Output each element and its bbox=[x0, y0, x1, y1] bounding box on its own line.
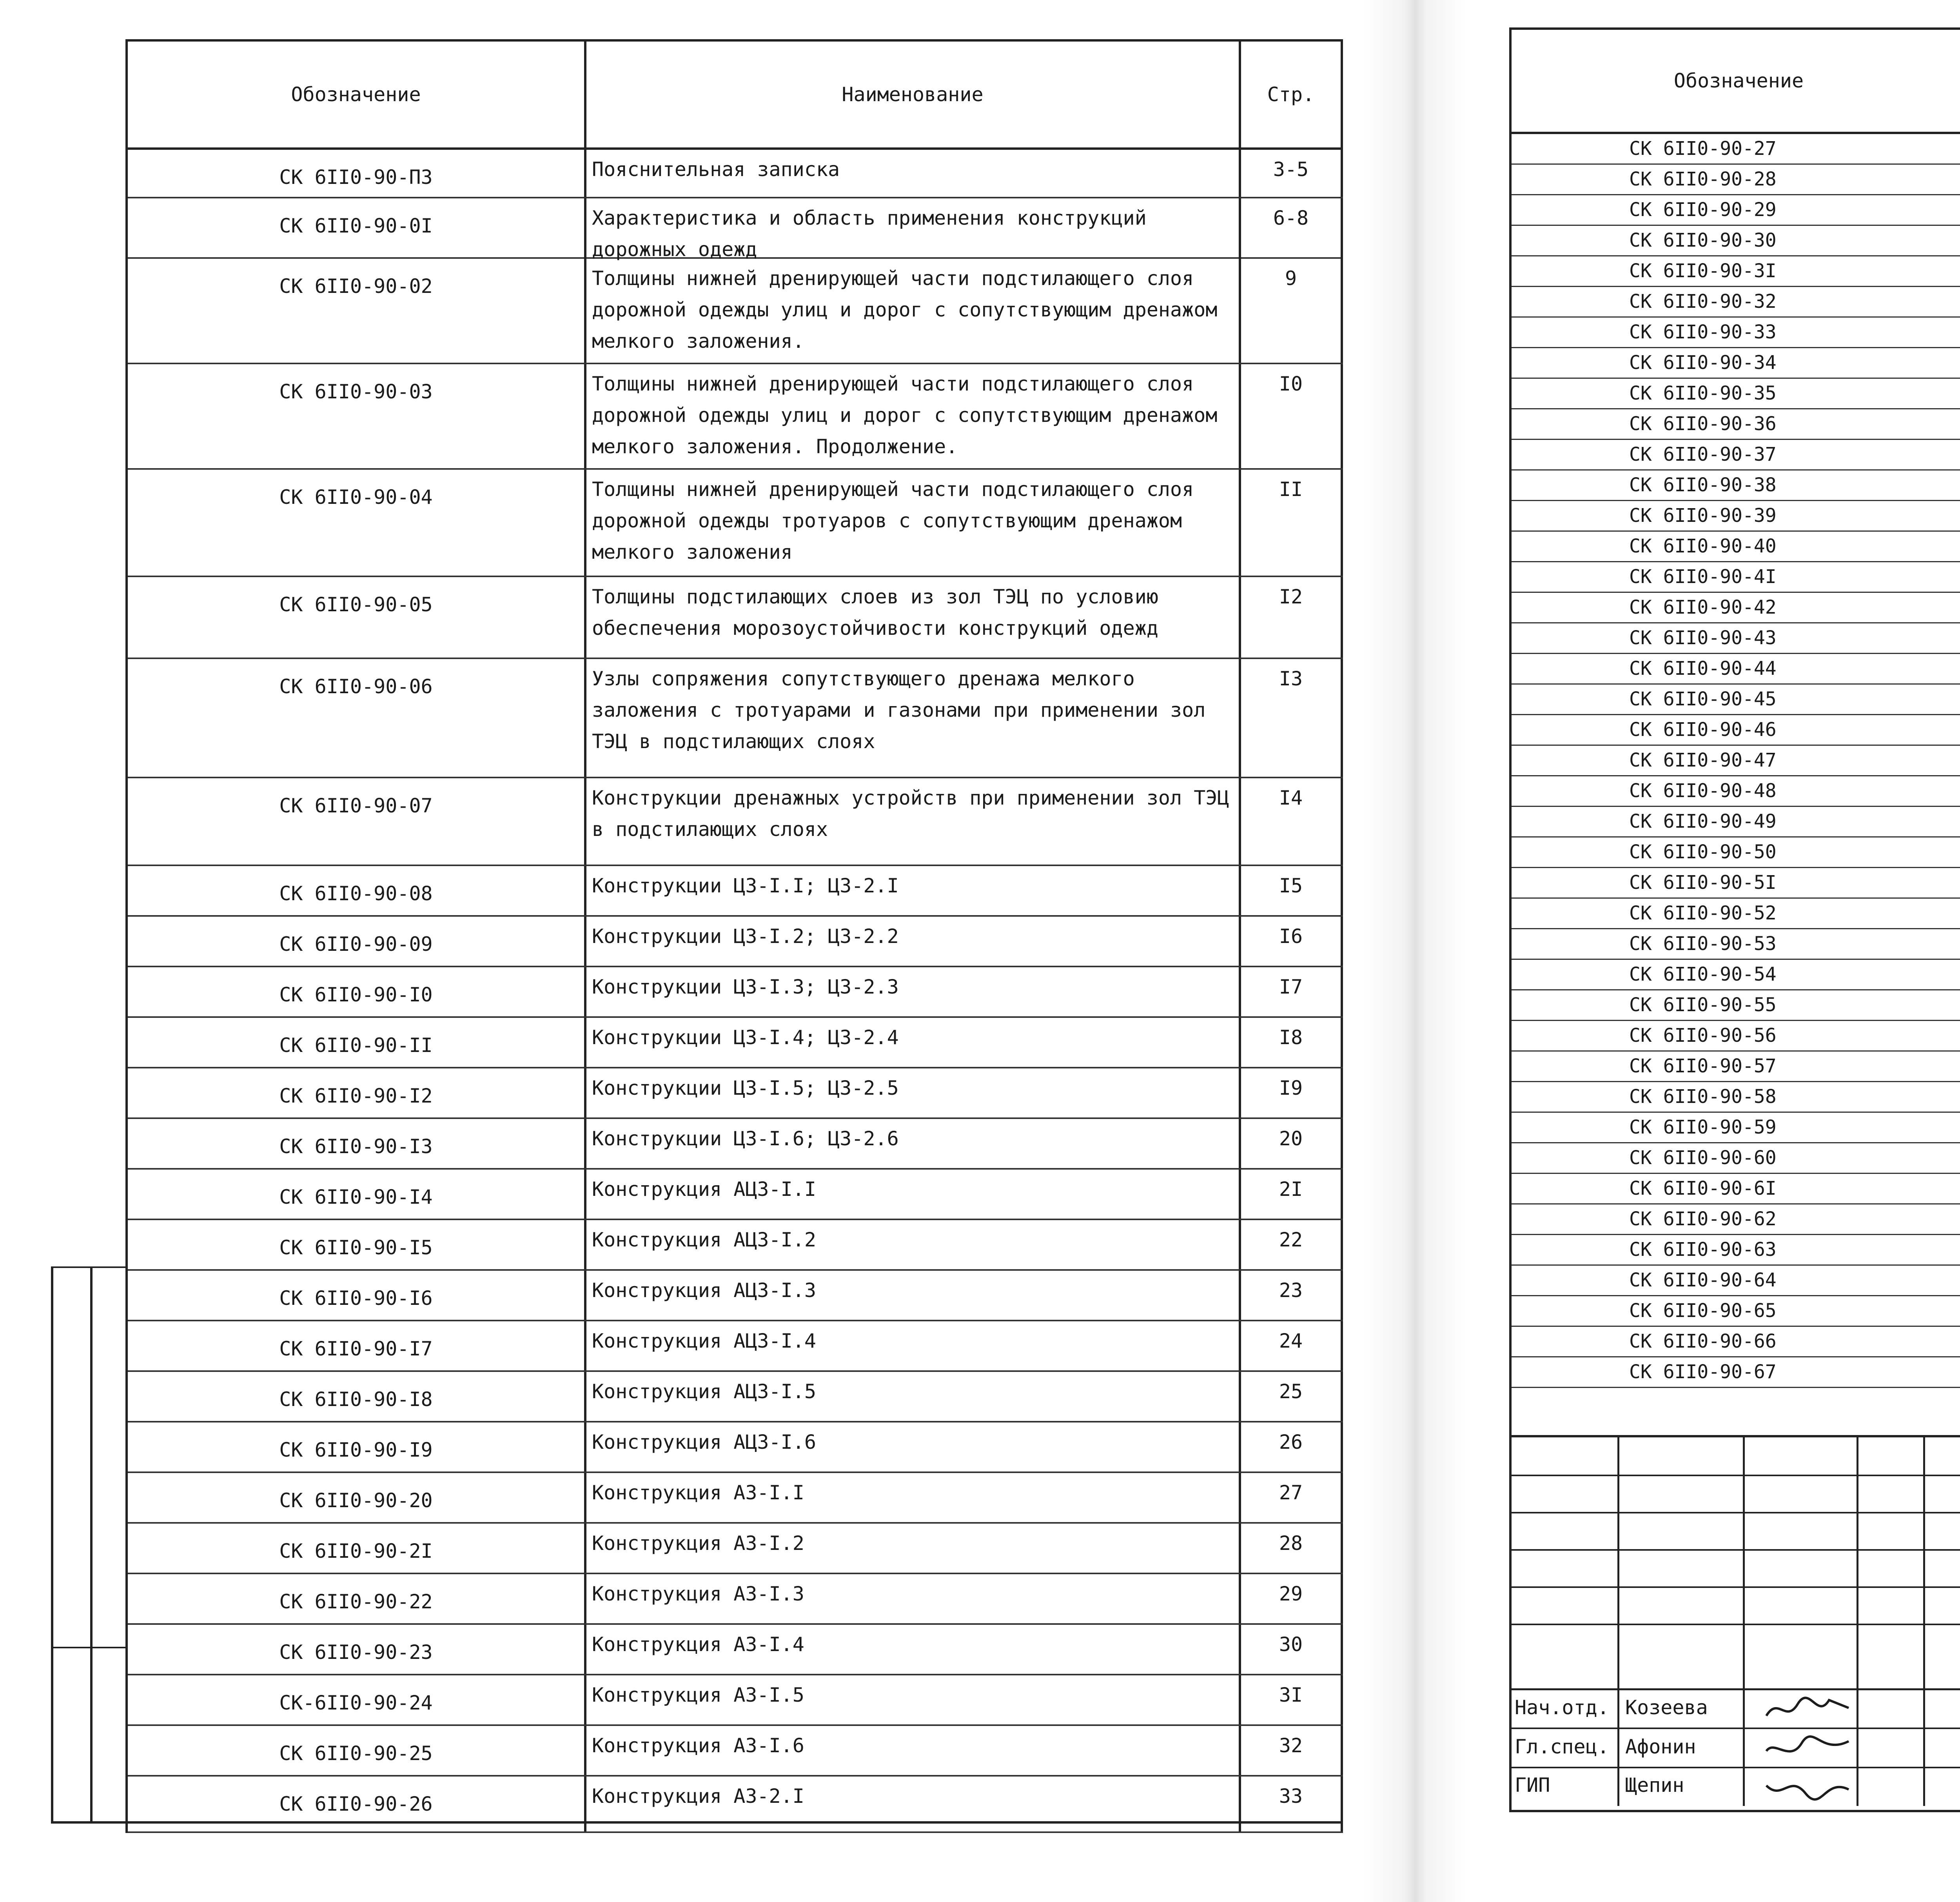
row-name: Конструкция АЗ-I.4 bbox=[586, 1625, 1241, 1674]
table-row bbox=[128, 1625, 1343, 1675]
table-row bbox=[1512, 471, 1960, 501]
table-row bbox=[1512, 195, 1960, 226]
row-code: СК 6II0-90-09 bbox=[128, 917, 586, 966]
row-code: СК 6II0-90-62 bbox=[1512, 1204, 1960, 1234]
signature-kozeeva bbox=[1762, 1692, 1853, 1728]
row-page: I0 bbox=[1241, 364, 1343, 468]
row-code: СК 6II0-90-03 bbox=[128, 364, 586, 468]
table-row bbox=[1512, 1327, 1960, 1357]
row-code: СК 6II0-90-27 bbox=[1512, 134, 1960, 163]
signature-shchepin bbox=[1762, 1770, 1853, 1805]
table-row bbox=[128, 1220, 1343, 1271]
row-code: СК 6II0-90-52 bbox=[1512, 899, 1960, 928]
row-code: СК 6II0-90-26 bbox=[128, 1777, 586, 1831]
table-body bbox=[128, 150, 1343, 1833]
row-code: СК 6II0-90-46 bbox=[1512, 715, 1960, 745]
page-fold-shadow bbox=[1364, 0, 1466, 1902]
row-code: СК 6II0-90-63 bbox=[1512, 1235, 1960, 1264]
left-margin-line bbox=[90, 1266, 93, 1823]
left-margin-line bbox=[51, 1266, 53, 1823]
row-code: СК 6II0-90-57 bbox=[1512, 1052, 1960, 1081]
grid-line bbox=[1512, 1767, 1960, 1768]
row-code: СК 6II0-90-34 bbox=[1512, 348, 1960, 378]
role-nach-otd: Нач.отд. bbox=[1515, 1696, 1609, 1719]
table-row bbox=[128, 659, 1343, 778]
row-page: 26 bbox=[1241, 1422, 1343, 1471]
table-row bbox=[1512, 899, 1960, 929]
table-row bbox=[128, 1018, 1343, 1068]
table-row bbox=[128, 866, 1343, 917]
row-code: СК 6II0-90-56 bbox=[1512, 1021, 1960, 1050]
row-code: СК 6II0-90-66 bbox=[1512, 1327, 1960, 1356]
table-row bbox=[128, 577, 1343, 659]
row-code: СК 6II0-90-59 bbox=[1512, 1113, 1960, 1142]
row-code: СК 6II0-90-40 bbox=[1512, 532, 1960, 561]
row-name: Конструкции ЦЗ-I.I; ЦЗ-2.I bbox=[586, 866, 1241, 915]
row-page: 30 bbox=[1241, 1625, 1343, 1674]
row-code: СК 6II0-90-32 bbox=[1512, 287, 1960, 316]
grid-line bbox=[1857, 1437, 1858, 1806]
table-header bbox=[128, 42, 1343, 150]
row-code: СК 6II0-90-33 bbox=[1512, 318, 1960, 347]
row-name: Конструкции ЦЗ-I.5; ЦЗ-2.5 bbox=[586, 1068, 1241, 1117]
grid-line bbox=[1512, 1688, 1960, 1690]
table-row bbox=[1512, 1082, 1960, 1113]
table-row bbox=[128, 1170, 1343, 1220]
table-row bbox=[128, 1321, 1343, 1372]
left-margin-rule bbox=[51, 1266, 125, 1268]
table-row bbox=[1512, 685, 1960, 715]
grid-line bbox=[1512, 1728, 1960, 1729]
row-name: Конструкция АЦЗ-I.I bbox=[586, 1170, 1241, 1219]
table-row bbox=[128, 917, 1343, 967]
table-row bbox=[1512, 776, 1960, 807]
row-page: I5 bbox=[1241, 866, 1343, 915]
header-code: Обозначение bbox=[1512, 30, 1960, 132]
row-code: СК 6II0-90-47 bbox=[1512, 746, 1960, 775]
row-page: I7 bbox=[1241, 967, 1343, 1016]
row-page: 20 bbox=[1241, 1119, 1343, 1168]
row-name: Конструкция АЦЗ-I.4 bbox=[586, 1321, 1241, 1370]
row-code: СК 6II0-90-45 bbox=[1512, 685, 1960, 714]
row-name: Конструкция АЦЗ-I.5 bbox=[586, 1372, 1241, 1421]
grid-line bbox=[1923, 1437, 1925, 1806]
row-name: Конструкция АЗ-2.I bbox=[586, 1777, 1241, 1831]
title-block bbox=[1509, 1435, 1960, 1812]
row-name: Конструкция АЗ-I.I bbox=[586, 1473, 1241, 1522]
row-name: Толщины нижней дренирующей части подстилающего слоя дорожной одежды улиц и дорог с сопутствующим дренажом мелкого заложения. bbox=[586, 259, 1241, 363]
row-code: СК 6II0-90-53 bbox=[1512, 929, 1960, 959]
row-page: 9 bbox=[1241, 259, 1343, 363]
row-code: СК 6II0-90-06 bbox=[128, 659, 586, 777]
table-row bbox=[1512, 990, 1960, 1021]
row-page: I3 bbox=[1241, 659, 1343, 777]
row-code: СК 6II0-90-I2 bbox=[128, 1068, 586, 1117]
grid-line bbox=[1512, 1586, 1960, 1588]
row-code: СК 6II0-90-30 bbox=[1512, 226, 1960, 255]
table-row bbox=[1512, 837, 1960, 868]
row-page: 27 bbox=[1241, 1473, 1343, 1522]
row-code: СК 6II0-90-50 bbox=[1512, 837, 1960, 867]
row-code: СК 6II0-90-I7 bbox=[128, 1321, 586, 1370]
row-code: СК 6II0-90-64 bbox=[1512, 1266, 1960, 1295]
table-row bbox=[128, 1422, 1343, 1473]
table-row bbox=[128, 1675, 1343, 1726]
table-row bbox=[1512, 379, 1960, 409]
table-row bbox=[128, 1473, 1343, 1524]
table-row bbox=[1512, 501, 1960, 532]
signature-afonin bbox=[1762, 1731, 1853, 1767]
row-code: СК 6II0-90-54 bbox=[1512, 960, 1960, 989]
row-code: СК 6II0-90-38 bbox=[1512, 471, 1960, 500]
table-row bbox=[1512, 532, 1960, 562]
table-row bbox=[128, 470, 1343, 577]
row-code: СК 6II0-90-ПЗ bbox=[128, 150, 586, 197]
table-row bbox=[1512, 1113, 1960, 1143]
row-name: Конструкция АЗ-I.3 bbox=[586, 1574, 1241, 1623]
grid-line bbox=[1512, 1624, 1960, 1625]
row-page: 25 bbox=[1241, 1372, 1343, 1421]
row-code: СК 6II0-90-5I bbox=[1512, 868, 1960, 897]
left-margin-rule bbox=[51, 1647, 125, 1648]
grid-line bbox=[1512, 1512, 1960, 1513]
table-body bbox=[1512, 134, 1960, 1388]
row-code: СК 6II0-90-05 bbox=[128, 577, 586, 658]
table-row bbox=[1512, 1296, 1960, 1327]
row-code: СК 6II0-90-44 bbox=[1512, 654, 1960, 683]
row-page: I9 bbox=[1241, 1068, 1343, 1117]
table-row bbox=[1512, 868, 1960, 899]
name-shchepin: Щепин bbox=[1625, 1774, 1684, 1797]
row-code: СК 6II0-90-I6 bbox=[128, 1271, 586, 1320]
table-row bbox=[1512, 807, 1960, 837]
table-row bbox=[1512, 256, 1960, 287]
table-row bbox=[128, 1119, 1343, 1170]
row-code: СК 6II0-90-43 bbox=[1512, 623, 1960, 653]
row-code: СК 6II0-90-I5 bbox=[128, 1220, 586, 1269]
table-row bbox=[128, 1372, 1343, 1422]
row-name: Конструкции ЦЗ-I.3; ЦЗ-2.3 bbox=[586, 967, 1241, 1016]
row-name: Пояснительная записка bbox=[586, 150, 1241, 197]
row-code: СК 6II0-90-23 bbox=[128, 1625, 586, 1674]
table-row bbox=[128, 1777, 1343, 1833]
table-row bbox=[1512, 440, 1960, 471]
table-row bbox=[128, 1726, 1343, 1777]
role-gl-spec: Гл.спец. bbox=[1515, 1735, 1609, 1758]
table-row bbox=[128, 1271, 1343, 1321]
row-name: Конструкция АЗ-I.6 bbox=[586, 1726, 1241, 1775]
row-name: Конструкция АЦЗ-I.6 bbox=[586, 1422, 1241, 1471]
row-name: Толщины нижней дренирующей части подстилающего слоя дорожной одежды улиц и дорог с сопутствующим дренажом мелкого заложения. Продолжение. bbox=[586, 364, 1241, 468]
row-code: СК 6II0-90-22 bbox=[128, 1574, 586, 1623]
table-row bbox=[128, 259, 1343, 364]
name-kozeeva: Козеева bbox=[1625, 1696, 1708, 1719]
grid-line bbox=[1512, 1475, 1960, 1476]
header-page: Стр. bbox=[1241, 42, 1343, 147]
table-row bbox=[128, 967, 1343, 1018]
row-name: Характеристика и область применения конструкций дорожных одежд bbox=[586, 198, 1241, 269]
row-code: СК 6II0-90-58 bbox=[1512, 1082, 1960, 1112]
table-row bbox=[1512, 1143, 1960, 1174]
contents-table-left bbox=[125, 39, 1343, 1833]
row-page: I2 bbox=[1241, 577, 1343, 658]
table-row bbox=[1512, 226, 1960, 256]
row-page: II bbox=[1241, 470, 1343, 576]
contents-table-right bbox=[1509, 27, 1960, 1459]
row-name: Конструкция АЦЗ-I.2 bbox=[586, 1220, 1241, 1269]
table-row bbox=[1512, 1235, 1960, 1266]
table-row bbox=[1512, 318, 1960, 348]
row-code: СК 6II0-90-II bbox=[128, 1018, 586, 1067]
row-page: I4 bbox=[1241, 778, 1343, 865]
table-row bbox=[1512, 1174, 1960, 1204]
table-row bbox=[128, 1068, 1343, 1119]
row-code: СК 6II0-90-55 bbox=[1512, 990, 1960, 1020]
row-code: СК 6II0-90-29 bbox=[1512, 195, 1960, 225]
table-row bbox=[128, 150, 1343, 198]
row-page: 29 bbox=[1241, 1574, 1343, 1623]
row-code: СК 6II0-90-07 bbox=[128, 778, 586, 865]
row-code: СК 6II0-90-28 bbox=[1512, 165, 1960, 194]
grid-line bbox=[1512, 1549, 1960, 1551]
table-row bbox=[128, 364, 1343, 470]
table-row bbox=[1512, 746, 1960, 776]
table-row bbox=[1512, 409, 1960, 440]
row-name: Конструкции дренажных устройств при применении зол ТЭЦ в подстилающих слоях bbox=[586, 778, 1241, 865]
header-code: Обозначение bbox=[128, 42, 586, 147]
table-row bbox=[1512, 562, 1960, 593]
table-row bbox=[1512, 1021, 1960, 1052]
row-code: СК 6II0-90-67 bbox=[1512, 1357, 1960, 1387]
row-code: СК 6II0-90-I8 bbox=[128, 1372, 586, 1421]
row-name: Узлы сопряжения сопутствующего дренажа мелкого заложения с тротуарами и газонами при применении зол ТЭЦ в подстилающих слоях bbox=[586, 659, 1241, 777]
table-header bbox=[1512, 30, 1960, 134]
row-name: Конструкция АЗ-I.2 bbox=[586, 1524, 1241, 1573]
row-page: 2I bbox=[1241, 1170, 1343, 1219]
row-page: 22 bbox=[1241, 1220, 1343, 1269]
role-gip: ГИП bbox=[1515, 1774, 1550, 1797]
table-row bbox=[128, 1574, 1343, 1625]
table-row bbox=[1512, 1357, 1960, 1388]
row-code: СК 6II0-90-I0 bbox=[128, 967, 586, 1016]
table-row bbox=[128, 1524, 1343, 1574]
table-row bbox=[1512, 348, 1960, 379]
row-name: Толщины нижней дренирующей части подстилающего слоя дорожной одежды тротуаров с сопутствующим дренажом мелкого заложения bbox=[586, 470, 1241, 576]
row-name: Толщины подстилающих слоев из зол ТЭЦ по условию обеспечения морозоустойчивости конструкций одежд bbox=[586, 577, 1241, 658]
table-row bbox=[1512, 654, 1960, 685]
row-code: СК 6II0-90-0I bbox=[128, 198, 586, 269]
row-page: 24 bbox=[1241, 1321, 1343, 1370]
row-page: 23 bbox=[1241, 1271, 1343, 1320]
table-row bbox=[128, 198, 1343, 259]
grid-line bbox=[1617, 1437, 1619, 1806]
row-code: СК 6II0-90-35 bbox=[1512, 379, 1960, 408]
row-page: 3-5 bbox=[1241, 150, 1343, 197]
row-code: СК 6II0-90-4I bbox=[1512, 562, 1960, 592]
table-row bbox=[1512, 715, 1960, 746]
header-name: Наименование bbox=[586, 42, 1241, 147]
table-row bbox=[1512, 287, 1960, 318]
row-code: СК 6II0-90-39 bbox=[1512, 501, 1960, 530]
row-name: Конструкция АЗ-I.5 bbox=[586, 1675, 1241, 1724]
table-row bbox=[1512, 134, 1960, 165]
row-page: I6 bbox=[1241, 917, 1343, 966]
row-name: Конструкции ЦЗ-I.2; ЦЗ-2.2 bbox=[586, 917, 1241, 966]
row-code: СК 6II0-90-20 bbox=[128, 1473, 586, 1522]
row-name: Конструкция АЦЗ-I.3 bbox=[586, 1271, 1241, 1320]
row-code: СК 6II0-90-25 bbox=[128, 1726, 586, 1775]
row-code: СК 6II0-90-6I bbox=[1512, 1174, 1960, 1203]
table-row bbox=[1512, 165, 1960, 195]
name-afonin: Афонин bbox=[1625, 1735, 1696, 1758]
row-page: 32 bbox=[1241, 1726, 1343, 1775]
row-name: Конструкции ЦЗ-I.4; ЦЗ-2.4 bbox=[586, 1018, 1241, 1067]
row-code: СК 6II0-90-48 bbox=[1512, 776, 1960, 806]
table-row bbox=[1512, 1052, 1960, 1082]
row-code: СК 6II0-90-2I bbox=[128, 1524, 586, 1573]
grid-line bbox=[1743, 1437, 1745, 1806]
row-code: СК 6II0-90-49 bbox=[1512, 807, 1960, 836]
row-page: 33 bbox=[1241, 1777, 1343, 1831]
table-row bbox=[1512, 593, 1960, 623]
row-code: СК 6II0-90-I9 bbox=[128, 1422, 586, 1471]
table-row bbox=[1512, 960, 1960, 990]
row-code: СК 6II0-90-I4 bbox=[128, 1170, 586, 1219]
row-code: СК 6II0-90-42 bbox=[1512, 593, 1960, 622]
row-page: 6-8 bbox=[1241, 198, 1343, 269]
row-code: СК 6II0-90-36 bbox=[1512, 409, 1960, 439]
row-code: СК 6II0-90-37 bbox=[1512, 440, 1960, 469]
row-code: СК 6II0-90-02 bbox=[128, 259, 586, 363]
row-code: СК-6II0-90-24 bbox=[128, 1675, 586, 1724]
table-row bbox=[1512, 1204, 1960, 1235]
row-page: I8 bbox=[1241, 1018, 1343, 1067]
row-code: СК 6II0-90-I3 bbox=[128, 1119, 586, 1168]
row-code: СК 6II0-90-60 bbox=[1512, 1143, 1960, 1173]
row-name: Конструкции ЦЗ-I.6; ЦЗ-2.6 bbox=[586, 1119, 1241, 1168]
row-code: СК 6II0-90-04 bbox=[128, 470, 586, 576]
table-row bbox=[1512, 929, 1960, 960]
table-row bbox=[128, 778, 1343, 866]
row-page: 28 bbox=[1241, 1524, 1343, 1573]
table-row bbox=[1512, 1266, 1960, 1296]
row-code: СК 6II0-90-3I bbox=[1512, 256, 1960, 286]
table-row bbox=[1512, 623, 1960, 654]
row-code: СК 6II0-90-65 bbox=[1512, 1296, 1960, 1326]
row-page: 3I bbox=[1241, 1675, 1343, 1724]
row-code: СК 6II0-90-08 bbox=[128, 866, 586, 915]
